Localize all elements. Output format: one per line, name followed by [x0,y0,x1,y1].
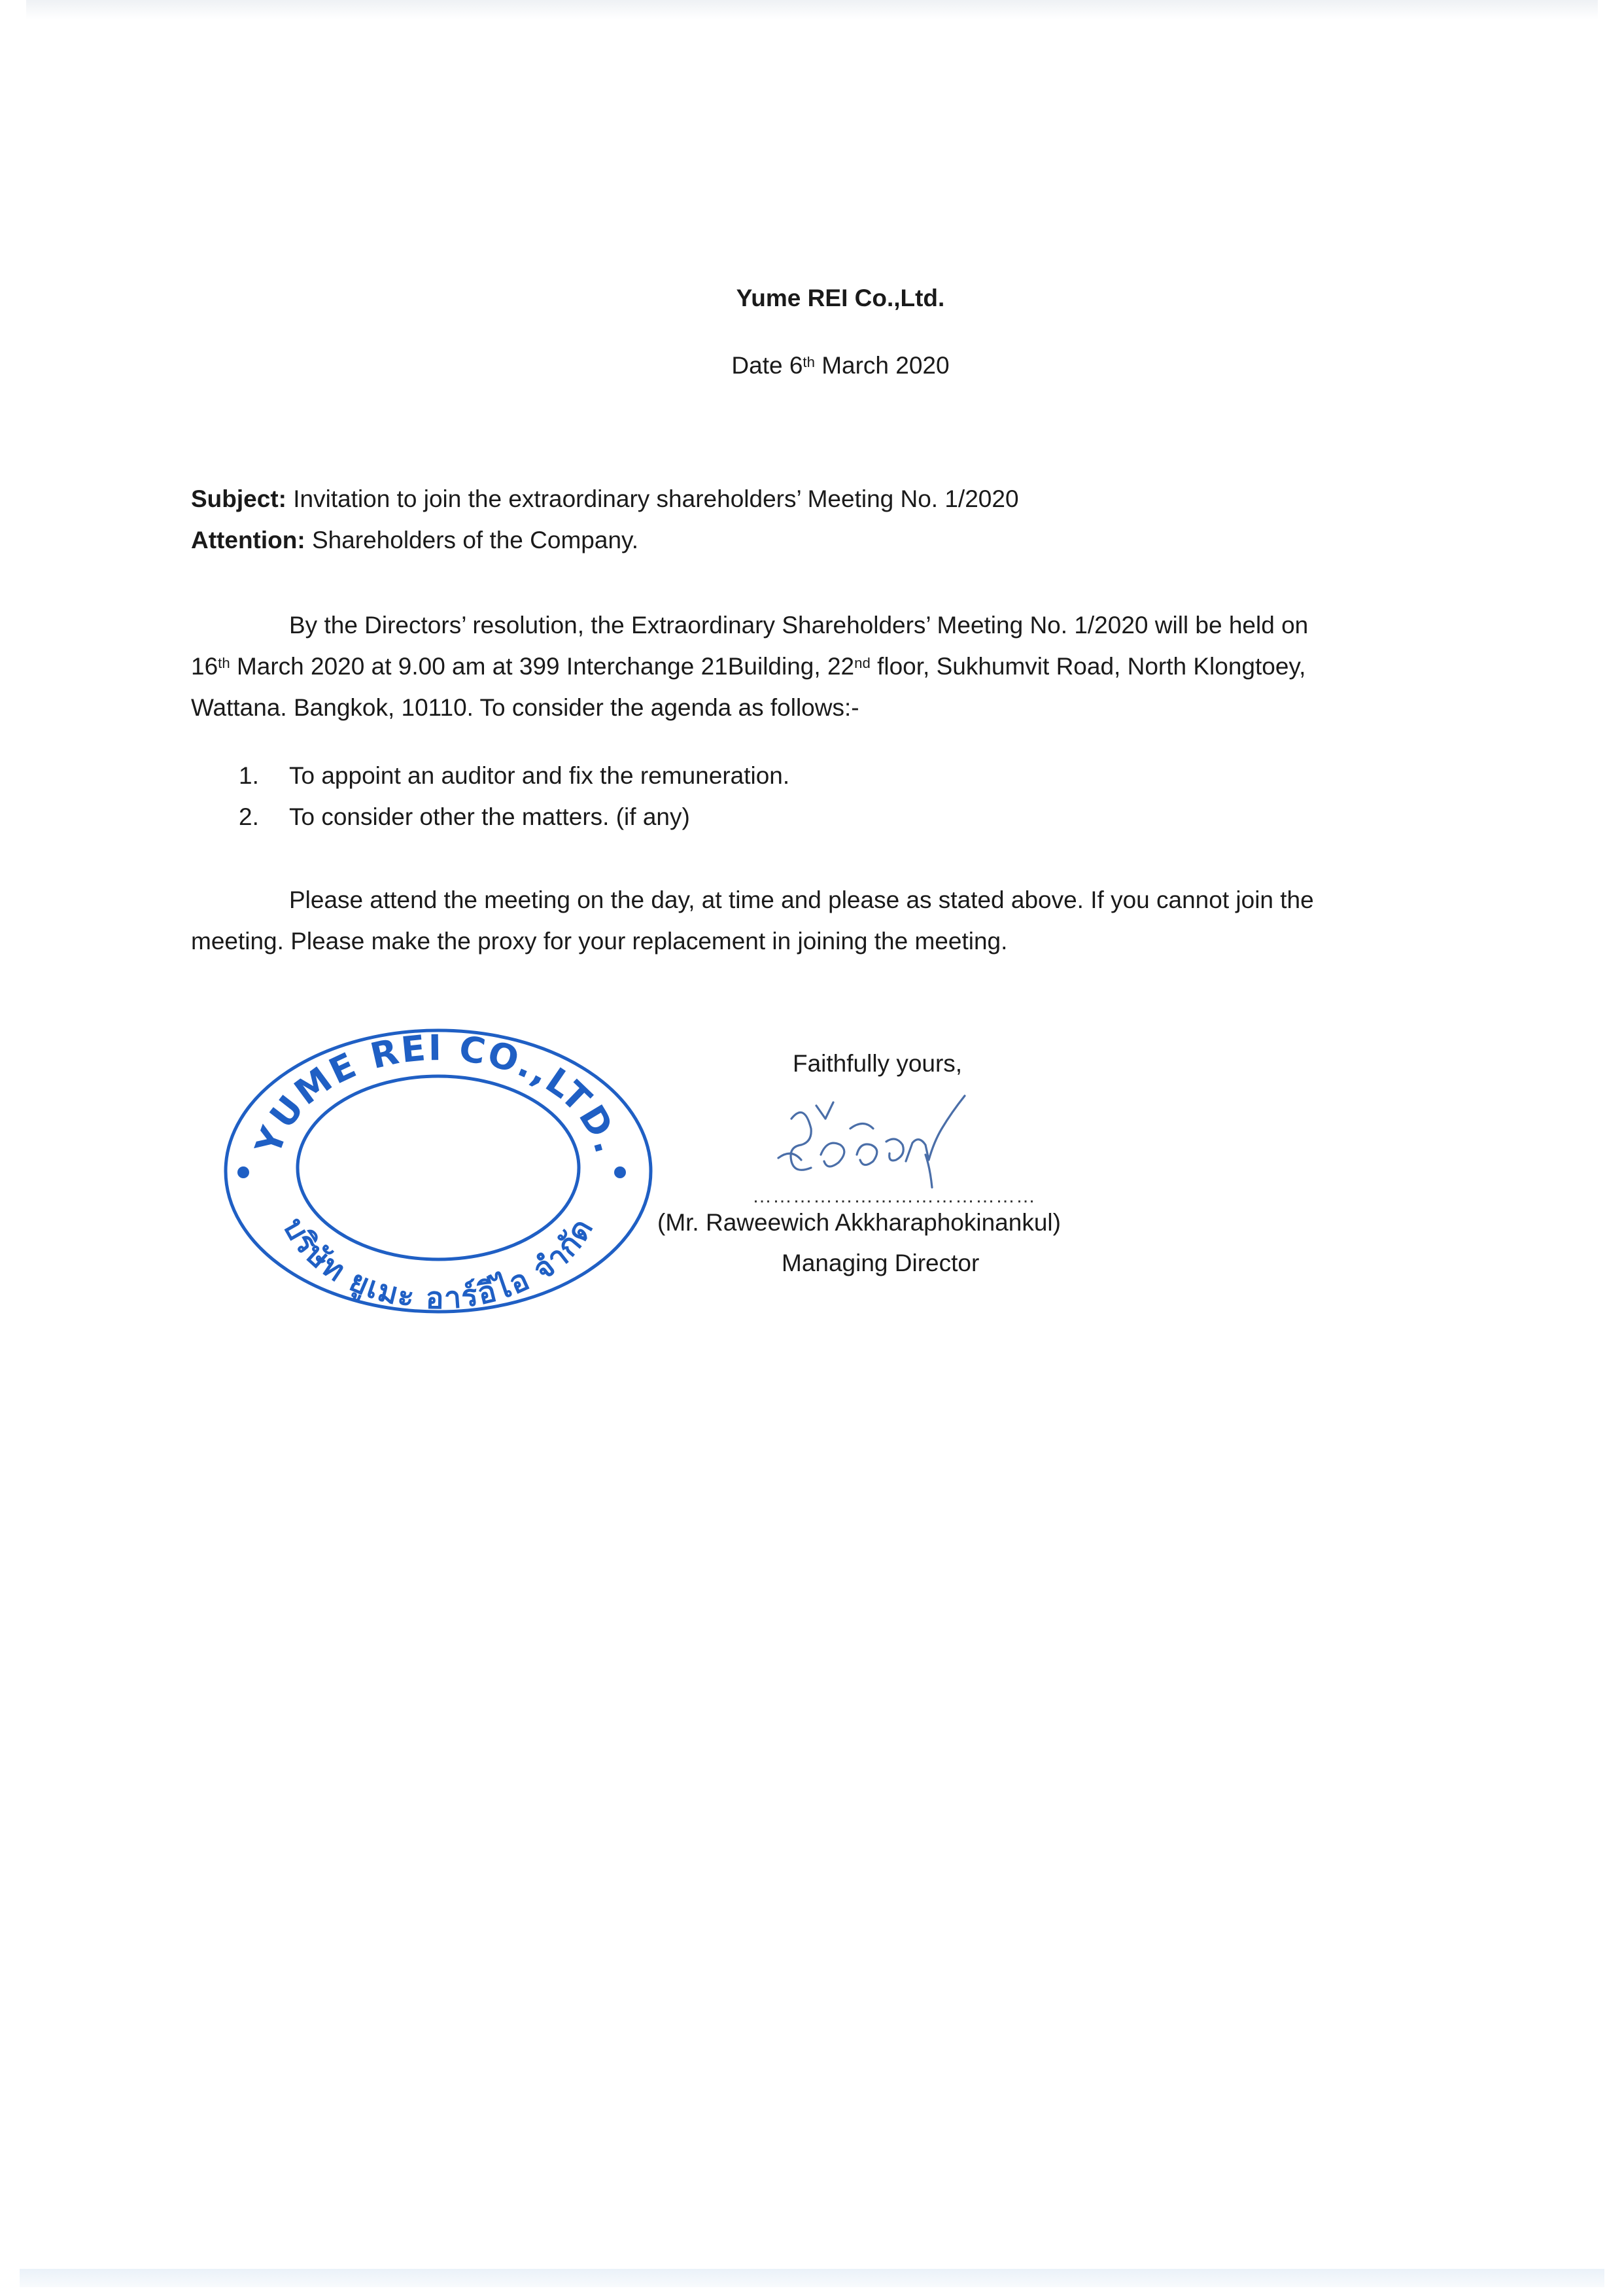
company-name: Yume REI Co.,Ltd. [736,285,945,311]
company-seal-stamp [216,1021,661,1322]
date-suffix: March 2020 [814,352,950,379]
signatory-name: (Mr. Raweewich Akkharaphokinankul) [657,1209,1061,1236]
subject-text: Invitation to join the extraordinary shareholders’ Meeting No. 1/2020 [286,485,1019,512]
paragraph1-line2 [191,653,1305,680]
agenda-item [239,803,259,831]
paragraph2-line2: meeting. Please make the proxy for your replacement in joining the meeting. [191,928,1008,955]
stamp-bottom-text: บริษัท ยูเมะ อาร์อีไอ จำกัด [276,1211,600,1316]
agenda-item-text: To consider other the matters. (if any) [289,803,690,830]
paragraph1-line1: By the Directors’ resolution, the Extraordinary Shareholders’ Meeting No. 1/2020 will be held on [289,612,1309,639]
p1-line2-part-c: floor, Sukhumvit Road, North Klongtoey, [870,653,1306,680]
agenda-number: 2. [239,803,259,830]
letter-date [0,352,1624,379]
p1-line2-part-a: 16 [191,653,218,680]
signature-line: …………………………………… [752,1185,1036,1207]
scan-edge-bottom [20,2269,1604,2287]
p1-line2-part-b: March 2020 at 9.00 am at 399 Interchange 21Building, 22 [230,653,855,680]
date-prefix: Date 6 [731,352,803,379]
scan-edge-top [26,0,1598,20]
p1-line2-sup2: nd [854,655,871,672]
attention-line [191,527,638,554]
agenda-item [239,762,259,790]
attention-label: Attention: [191,527,305,553]
date-sup: th [803,354,815,371]
signatory-title: Managing Director [782,1250,980,1276]
paragraph2-line1: Please attend the meeting on the day, at time and please as stated above. If you cannot join the [289,886,1314,913]
stamp-top-text: YUME REI CO.,LTD. [247,1026,629,1160]
attention-text: Shareholders of the Company. [305,527,639,553]
agenda-item-text: To appoint an auditor and fix the remuneration. [289,762,790,789]
subject-line [191,485,1019,513]
subject-label: Subject: [191,485,286,512]
svg-text:บริษัท ยูเมะ อาร์อีไอ จำกัด [276,1212,600,1316]
closing-salutation: Faithfully yours, [793,1050,963,1077]
p1-line2-sup1: th [218,655,230,672]
paragraph1-line3: Wattana. Bangkok, 10110. To consider the agenda as follows:- [191,694,859,721]
agenda-number: 1. [239,762,259,789]
